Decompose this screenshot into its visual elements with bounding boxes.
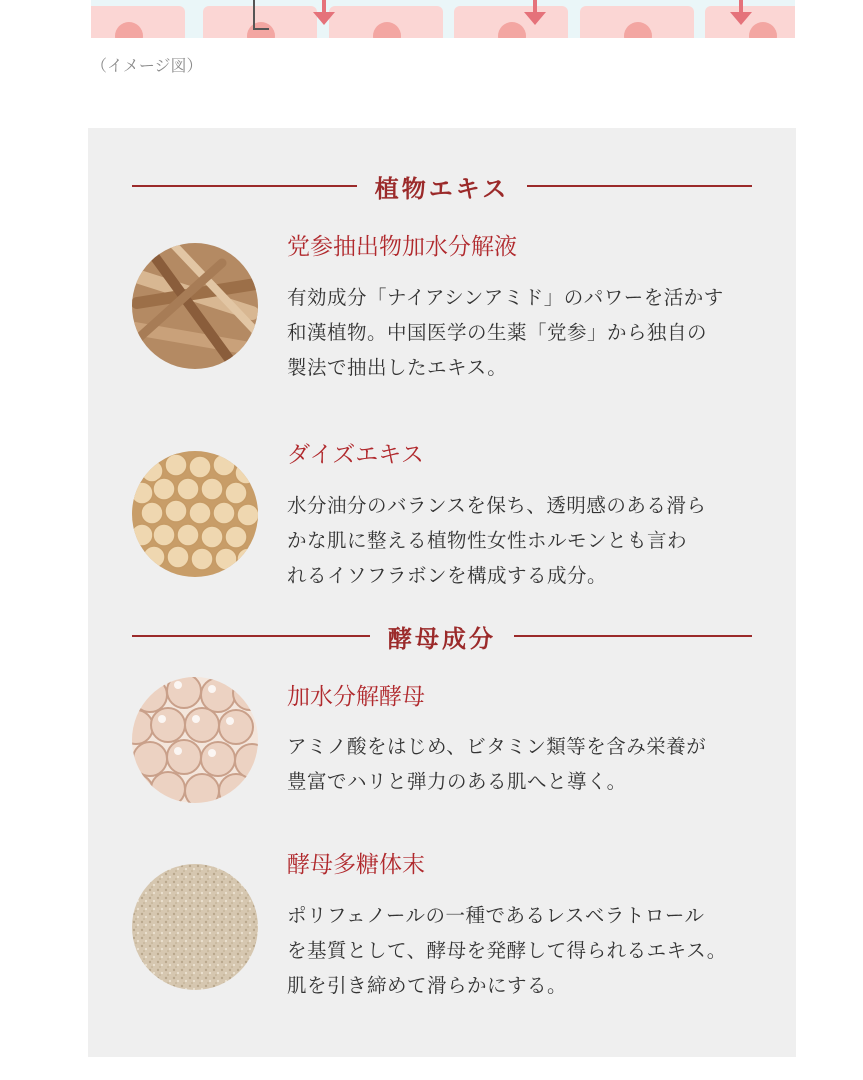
description-line: 肌を引き締めて滑らかにする。 — [287, 974, 568, 997]
ingredient-name: 党参抽出物加水分解液 — [287, 234, 517, 260]
skin-cell — [454, 6, 568, 38]
heading-rule — [132, 185, 357, 187]
skin-cell — [580, 6, 694, 38]
bracket-marker — [253, 0, 269, 30]
heading-rule — [514, 635, 752, 637]
heading-rule — [527, 185, 752, 187]
ingredient-description — [287, 280, 757, 385]
down-arrow-icon — [726, 0, 756, 26]
section-title: 植物エキス — [374, 173, 510, 203]
skin-cell — [91, 6, 185, 38]
section-heading-yeast — [132, 621, 752, 651]
down-arrow-icon — [309, 0, 339, 26]
ingredient-description — [287, 488, 757, 593]
description-line: 和漢植物。中国医学の生薬「党参」から独自の — [287, 321, 708, 344]
description-line: 豊富でハリと弾力のある肌へと導く。 — [287, 770, 627, 793]
skin-illustration — [91, 0, 795, 38]
ingredient-description — [287, 898, 757, 1003]
ingredients-panel — [88, 128, 796, 1057]
description-line: かな肌に整える植物性女性ホルモンとも言わ — [287, 529, 688, 552]
section-heading-plant-extract — [132, 171, 752, 201]
description-line: ポリフェノールの一種であるレスベラトロール — [287, 904, 705, 927]
ingredient-name: 加水分解酵母 — [287, 684, 425, 710]
soybeans-photo — [132, 451, 258, 577]
dried-root-photo — [132, 243, 258, 369]
bubbles-photo — [132, 677, 258, 803]
description-line: 製法で抽出したエキス。 — [287, 356, 508, 379]
description-line: 有効成分「ナイアシンアミド」のパワーを活かす — [287, 286, 724, 309]
down-arrow-icon — [520, 0, 550, 26]
ingredient-name: 酵母多糖体末 — [287, 852, 425, 878]
description-line: 水分油分のバランスを保ち、透明感のある滑ら — [287, 494, 707, 517]
heading-rule — [132, 635, 370, 637]
ingredient-description — [287, 729, 757, 799]
powder-photo — [132, 864, 258, 990]
description-line: れるイソフラボンを構成する成分。 — [287, 564, 608, 587]
description-line: を基質として、酵母を発酵して得られるエキス。 — [287, 939, 727, 962]
description-line: アミノ酸をはじめ、ビタミン類等を含み栄養が — [287, 735, 707, 758]
ingredient-name: ダイズエキス — [287, 442, 424, 468]
skin-cell — [329, 6, 443, 38]
section-title: 酵母成分 — [388, 623, 496, 653]
illustration-caption: （イメージ図） — [91, 56, 203, 75]
